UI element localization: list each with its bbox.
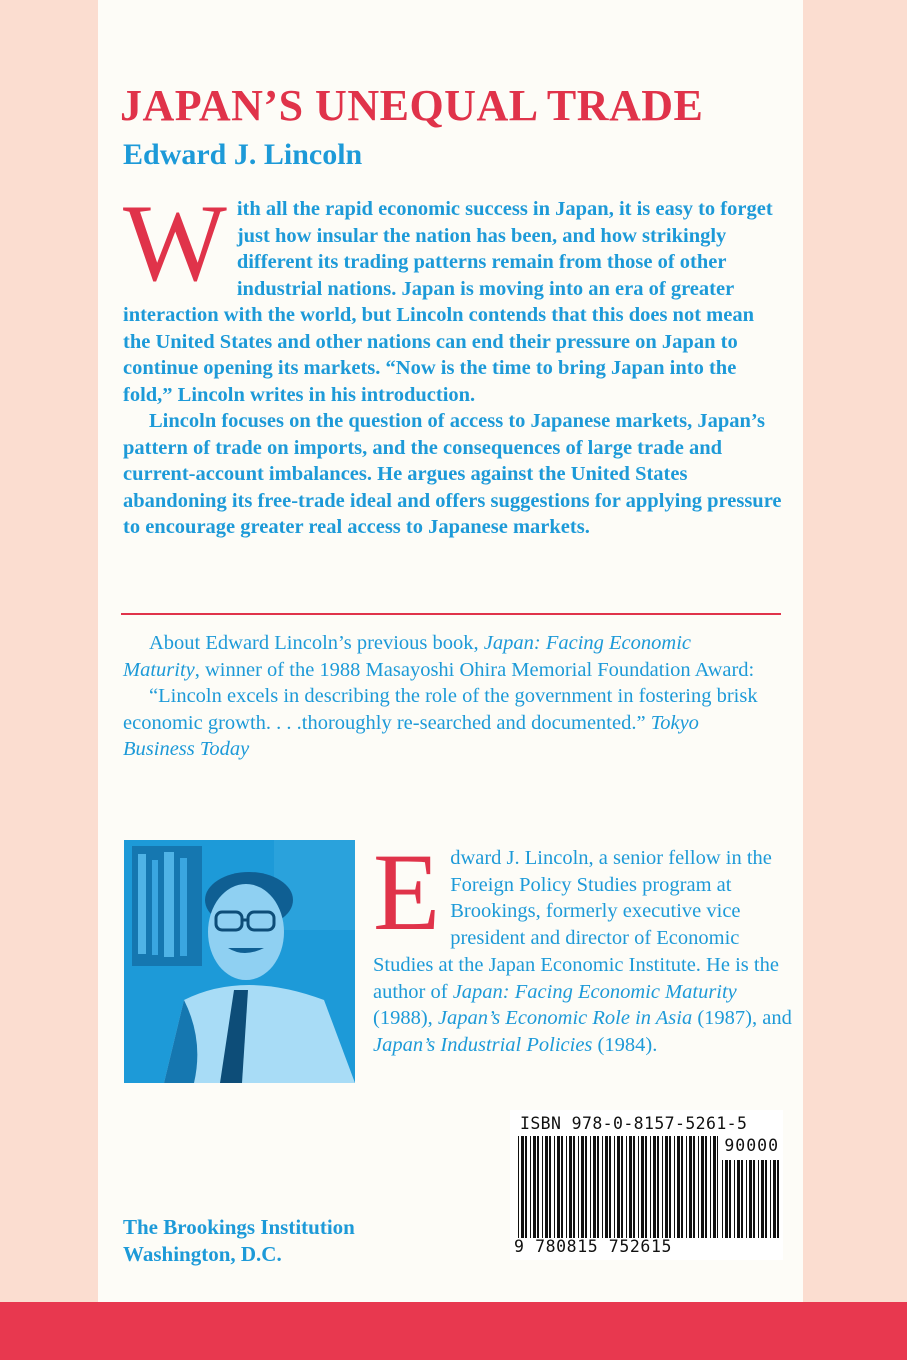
barcode-bar (669, 1136, 671, 1238)
barcode-bar (749, 1160, 752, 1238)
previous-book-blurb (123, 630, 763, 763)
barcode-bar (701, 1136, 704, 1238)
barcode-bar (765, 1160, 767, 1238)
barcode-bar (705, 1136, 707, 1238)
barcode-bar (641, 1136, 644, 1238)
barcode-bar (605, 1136, 608, 1238)
barcode-bar (689, 1136, 692, 1238)
barcode-bar (569, 1136, 572, 1238)
barcode-bar (566, 1136, 567, 1238)
barcode-bar (549, 1136, 551, 1238)
review-source: Tokyo Business Today (123, 711, 699, 760)
barcode-bar (710, 1136, 711, 1238)
barcode-bar (770, 1160, 771, 1238)
bio-book-3: Japan’s Industrial Policies (373, 1033, 593, 1056)
barcode-bar (650, 1136, 651, 1238)
barcode-bar (557, 1136, 560, 1238)
drop-cap-w: W (123, 182, 227, 304)
barcode-bar (578, 1136, 579, 1238)
author-photo (124, 840, 355, 1083)
barcode-bar (734, 1160, 735, 1238)
barcode-bar (602, 1136, 603, 1238)
barcode-bar (609, 1136, 611, 1238)
bio-book-2: Japan’s Economic Role in Asia (437, 1007, 693, 1030)
publisher-name: The Brookings Institution (123, 1215, 355, 1239)
barcode-bar (530, 1136, 531, 1238)
price-barcode-bars (722, 1160, 780, 1238)
isbn-number: ISBN 978-0-8157-5261-5 (520, 1114, 748, 1133)
barcode-bar (626, 1136, 627, 1238)
book-description (123, 182, 783, 541)
barcode-bar (725, 1160, 728, 1238)
barcode-bar (686, 1136, 687, 1238)
author-name: Edward J. Lincoln (123, 138, 363, 171)
barcode-bar (621, 1136, 623, 1238)
drop-cap-e: E (373, 831, 441, 953)
barcode-bar (657, 1136, 659, 1238)
description-para1-text: ith all the rapid economic success in Japan, it is easy to forget just how insular the nation has been, and how strikingly different its trading patterns remain from those of other industrial nations. Japan is moving into an era of greater interaction with the world, but Lincoln contends that this does not mean the United States and other nations can end their pressure on Japan to continue opening its markets. “Now is the time to bring Japan into the fold,” Lincoln writes in his introduction. (123, 198, 773, 406)
barcode-bar (597, 1136, 599, 1238)
barcode-bar (761, 1160, 764, 1238)
barcode-bar (713, 1136, 716, 1238)
barcode-bar (617, 1136, 620, 1238)
review-quote: “Lincoln excels in describing the role of the government in fostering brisk economic growth. . . .thoroughly re-searched and documented.” Tokyo Business Today (123, 685, 758, 760)
barcode-bar (653, 1136, 656, 1238)
ean-digits: 9 780815 752615 (514, 1237, 673, 1256)
barcode-bar (753, 1160, 755, 1238)
barcode-bar (777, 1160, 779, 1238)
bio-paragraph: Edward J. Lincoln, a senior fellow in the Foreign Policy Studies program at Brookings, formerly executive vice president and director of Economic Studies at the Japan Economic Institute. He is the author of Japan: Facing Economic Maturity (1988), Japan’s Economic Role in Asia (1987), and Japan’s Industrial Policies (1984). (373, 831, 792, 1056)
book-title: JAPAN’S UNEQUAL TRADE (120, 81, 704, 130)
bio-book-1: Japan: Facing Economic Maturity (452, 980, 737, 1003)
barcode-bar (722, 1160, 723, 1238)
section-divider (121, 613, 781, 615)
barcode-bar (545, 1136, 548, 1238)
barcode-bar (693, 1136, 695, 1238)
barcode-bar (662, 1136, 663, 1238)
barcode-bar (554, 1136, 555, 1238)
barcode-bar (629, 1136, 632, 1238)
barcode-bar (561, 1136, 563, 1238)
author-bio (373, 831, 793, 1059)
barcode-bar (681, 1136, 683, 1238)
barcode-bar (521, 1136, 524, 1238)
barcode-bar (614, 1136, 615, 1238)
barcode-bar (533, 1136, 536, 1238)
barcode-bars (518, 1136, 718, 1238)
barcode-bar (677, 1136, 680, 1238)
barcode-bar (633, 1136, 635, 1238)
barcode-bar (674, 1136, 675, 1238)
barcode-bar (593, 1136, 596, 1238)
barcode-bar (773, 1160, 776, 1238)
publisher-imprint (123, 1214, 355, 1268)
barcode-bar (573, 1136, 575, 1238)
barcode-bar (542, 1136, 543, 1238)
price-code: 90000 (724, 1136, 779, 1155)
barcode-bar (537, 1136, 539, 1238)
barcode-bar (717, 1136, 718, 1238)
barcode-bar (758, 1160, 759, 1238)
barcode-bar (518, 1136, 519, 1238)
previous-book-intro: About Edward Lincoln’s previous book, Japan: Facing Economic Maturity, winner of the 1988 Masayoshi Ohira Memorial Foundation Award: (123, 632, 755, 681)
bottom-color-band (0, 1302, 907, 1360)
previous-book-title: Japan: Facing Economic Maturity (123, 632, 692, 681)
barcode-bar (741, 1160, 743, 1238)
description-paragraph-2: Lincoln focuses on the question of access to Japanese markets, Japan’s pattern of trade on imports, and the consequences of large trade and current-account imbalances. He argues against the United States abandoning its free-trade ideal and offers suggestions for applying pressure to encourage greater real access to Japanese markets. (123, 410, 782, 538)
barcode-bar (525, 1136, 527, 1238)
barcode-bar (729, 1160, 731, 1238)
barcode-bar (665, 1136, 668, 1238)
barcode-bar (737, 1160, 740, 1238)
barcode-bar (746, 1160, 747, 1238)
description-paragraph-1 (123, 182, 783, 408)
barcode-bar (638, 1136, 639, 1238)
barcode-bar (645, 1136, 647, 1238)
author-portrait-illustration (124, 840, 355, 1083)
barcode-bar (590, 1136, 591, 1238)
isbn-barcode (510, 1110, 783, 1260)
barcode-bar (581, 1136, 584, 1238)
publisher-city: Washington, D.C. (123, 1242, 282, 1266)
barcode-bar (698, 1136, 699, 1238)
barcode-bar (585, 1136, 587, 1238)
